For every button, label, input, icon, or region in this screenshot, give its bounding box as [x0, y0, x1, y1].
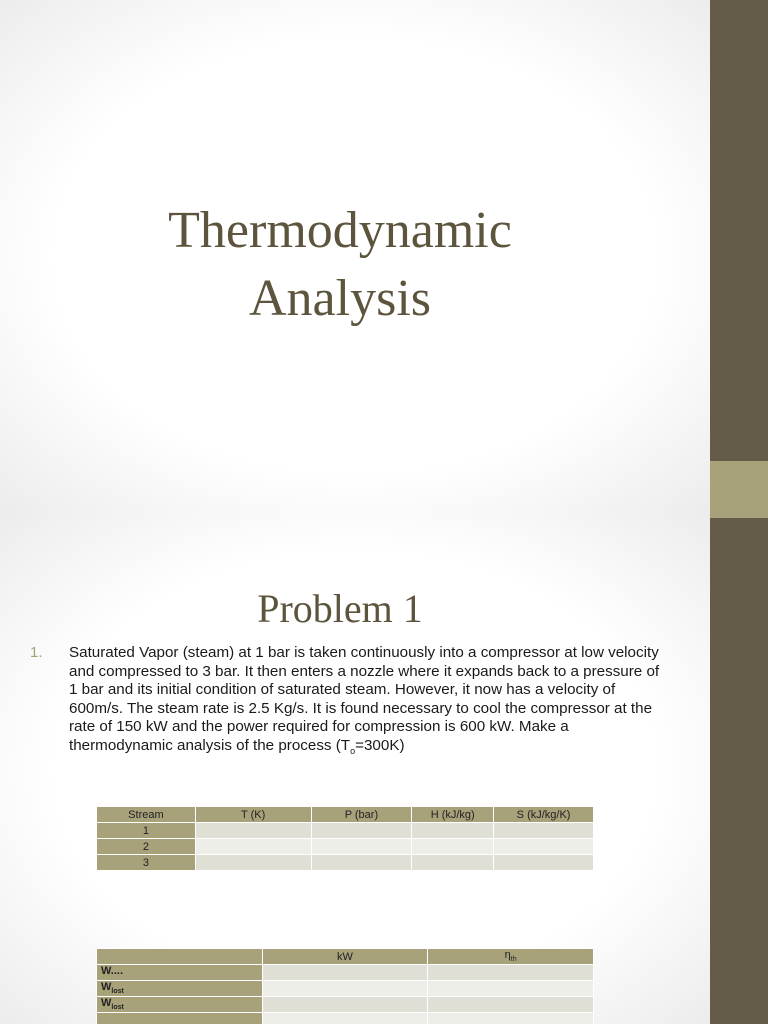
- table-row: [97, 997, 594, 1013]
- row-label-subscript: lost: [111, 1004, 124, 1012]
- row-label-subscript: lost: [111, 988, 124, 996]
- problem-text-subscript: o: [350, 746, 356, 756]
- table-cell: [262, 997, 428, 1013]
- table-cell: [428, 981, 594, 997]
- row-label: [97, 997, 263, 1013]
- list-number: 1.: [30, 644, 43, 661]
- slide-title-line-1: Thermodynamic: [168, 202, 512, 259]
- row-label: [97, 965, 263, 981]
- title-slide: [0, 0, 710, 512]
- stream-label: 3: [97, 855, 196, 871]
- table-row: [97, 981, 594, 997]
- table-cell: [311, 839, 412, 855]
- problem-slide: [0, 512, 710, 1024]
- table-cell: [494, 839, 594, 855]
- slide-title: [60, 197, 620, 333]
- table-row: [97, 823, 594, 839]
- problem-text-main: Saturated Vapor (steam) at 1 bar is taken continuously into a compressor at low velocity and compressed to 3 bar. It then enters a nozzle where it expands back to a pressure of 1 bar and its initial condition of saturated steam. However, it now has a velocity of 600m/s. The steam rate is 2.5 Kg/s. It is found necessary to cool the compressor at the rate of 150 kW and the power required for compression is 600 kW. Make a thermodynamic analysis of the process (T: [69, 644, 660, 754]
- table-cell: [311, 823, 412, 839]
- table-cell: [262, 965, 428, 981]
- table-header-row: [97, 807, 594, 823]
- row-label: [97, 981, 263, 997]
- table-cell: [412, 823, 494, 839]
- row-label-main: W....: [101, 965, 123, 978]
- table-row: [97, 839, 594, 855]
- slide-title-line-2: Analysis: [249, 270, 431, 327]
- table-row: [97, 1013, 594, 1024]
- table-cell: [195, 823, 311, 839]
- header-temperature: T (K): [195, 807, 311, 823]
- header-eta: η: [504, 949, 511, 962]
- header-entropy: S (kJ/kg/K): [494, 807, 594, 823]
- header-kw: kW: [262, 949, 428, 965]
- table-row: [97, 855, 594, 871]
- problem-text-end: =300K): [355, 736, 405, 754]
- stream-label: 1: [97, 823, 196, 839]
- header-blank: [97, 949, 263, 965]
- table-cell: [262, 1013, 428, 1024]
- header-enthalpy: H (kJ/kg): [412, 807, 494, 823]
- table-cell: [262, 981, 428, 997]
- table-row: [97, 965, 594, 981]
- header-stream: Stream: [97, 807, 196, 823]
- table-header-row: [97, 949, 594, 965]
- table-cell: [195, 855, 311, 871]
- table-cell: [412, 855, 494, 871]
- table-cell: [494, 855, 594, 871]
- row-label: [97, 1013, 263, 1024]
- table-cell: [428, 965, 594, 981]
- table-cell: [428, 1013, 594, 1024]
- table-cell: [311, 855, 412, 871]
- header-eta-subscript: th: [510, 956, 517, 964]
- row-label-main: W: [101, 997, 112, 1010]
- header-efficiency: [428, 949, 594, 965]
- energy-analysis-table: [96, 948, 594, 1024]
- stream-properties-table: [96, 806, 594, 871]
- problem-title: Problem 1: [257, 586, 423, 631]
- problem-statement: [69, 644, 669, 761]
- header-pressure: P (bar): [311, 807, 412, 823]
- row-label-main: W: [101, 981, 112, 994]
- stream-label: 2: [97, 839, 196, 855]
- table-cell: [494, 823, 594, 839]
- table-cell: [412, 839, 494, 855]
- table-cell: [428, 997, 594, 1013]
- table-cell: [195, 839, 311, 855]
- sidebar-accent-block: [710, 461, 768, 518]
